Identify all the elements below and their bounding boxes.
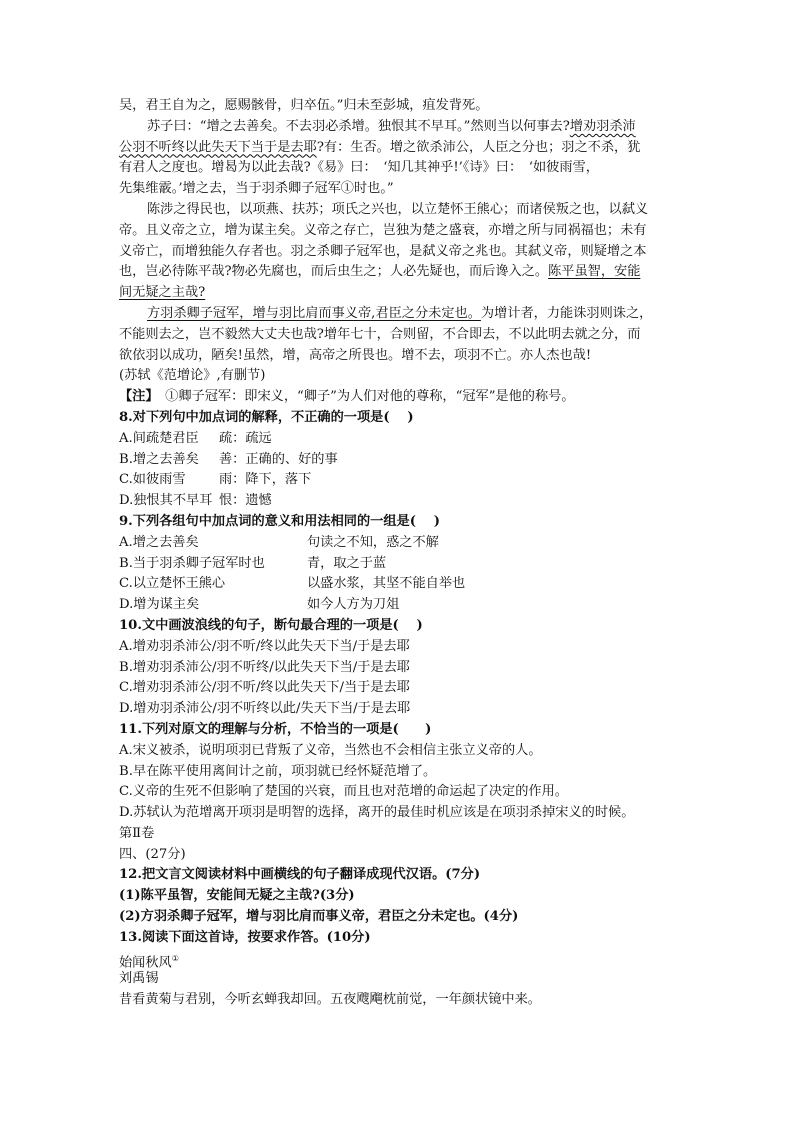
poem-title: [119, 949, 679, 970]
poem-line: 昔看黄菊与君别，今听玄蝉我却回。五夜飕飗枕前觉，一年颜状镜中来。: [119, 992, 541, 1008]
passage-text: 吴，君王自为之，愿赐骸骨，归卒伍。”归未至彭城，疽发背死。: [119, 98, 489, 113]
passage-source: [119, 366, 679, 387]
passage-line: [119, 283, 679, 304]
part-heading: 四、(27分): [119, 846, 186, 862]
q8-option-d: [119, 491, 679, 512]
passage-line: [119, 200, 679, 221]
option-left: B.当于羽杀卿子冠军时也: [119, 555, 265, 571]
passage-line: [119, 262, 679, 283]
passage-text: 苏子曰：“增之去善矣。不去羽必杀增。独恨其不早耳。”然则当以何事去?: [147, 118, 570, 134]
source-text: (苏轼《范增论》,有删节): [119, 368, 266, 384]
passage-text: 先集维霰。’增之去，当于羽杀卿子冠军①时也。”: [119, 181, 394, 197]
note-text: ①卿子冠军：即宋义，“卿子”为人们对他的尊称，“冠军”是他的称号。: [165, 389, 575, 405]
option-gloss: 疏：疏远: [219, 430, 272, 446]
option-gloss: 善：正确的、好的事: [219, 451, 338, 467]
option-gloss: 恨：遗憾: [219, 493, 272, 509]
q10-option-a: A.增劝羽杀沛公/羽不听/终以此失天下当/于是去耶: [119, 638, 410, 654]
q8-option-a: [119, 429, 679, 450]
footnote-mark: ①: [171, 953, 179, 963]
passage-text: ?有：生否。增之欲杀沛公，人臣之分也；羽之不杀，犹: [316, 139, 641, 155]
option-right: 以盛水浆，其坚不能自举也: [307, 576, 466, 592]
passage-line: [119, 117, 679, 138]
passage-line: [119, 346, 679, 367]
passage-line: [119, 242, 679, 263]
document-page: [119, 96, 679, 1011]
question-11-stem: 11.下列对原文的理解与分析，不恰当的一项是( ): [119, 721, 432, 737]
q10-option-b: B.增劝羽杀沛公/羽不听终/以此失天下当/于是去耶: [119, 659, 410, 675]
volume-heading: 第Ⅱ卷: [119, 825, 155, 841]
option-gloss: 雨：降下，落下: [219, 472, 312, 488]
q10-option-d: D.增劝羽杀沛公/羽不听终以此/失天下当/于是去耶: [119, 701, 411, 717]
wavy-underlined-sentence: 增劝羽杀沛: [569, 118, 636, 134]
q12-item-2: (2)方羽杀卿子冠军，增与羽比肩而事义帝，君臣之分未定也。(4分): [119, 909, 519, 925]
q10-option-c: C.增劝羽杀沛公/羽不听/终以此失天下/当于是去耶: [119, 680, 410, 696]
q12-item-1: (1)陈平虽智，安能间无疑之主哉?(3分): [119, 888, 355, 904]
wavy-underlined-sentence: 公羽不听终以此失天下当于是去耶: [119, 139, 317, 155]
passage-line: [119, 158, 679, 179]
option-label: A.间疏楚君臣: [119, 430, 199, 446]
option-right: 如今人方为刀俎: [307, 597, 400, 613]
passage-line: [119, 96, 679, 117]
passage-line: [119, 304, 679, 325]
q8-option-b: [119, 450, 679, 471]
passage-line: [119, 179, 679, 200]
option-label: C.如彼雨雪: [119, 472, 186, 488]
q8-option-c: [119, 470, 679, 491]
option-left: A.增之去善矣: [119, 534, 199, 550]
underlined-sentence: 方羽杀卿子冠军，增与羽比肩而事义帝,君臣之分未定也。: [147, 305, 481, 321]
underlined-sentence: 间无疑之主哉?: [119, 285, 206, 301]
passage-text: 陈涉之得民也，以项燕、扶苏；项氏之兴也，以立楚怀王熊心；而诸侯叛之也，以弑义: [147, 201, 649, 217]
question-12-stem: 12.把文言文阅读材料中画横线的句子翻译成现代汉语。(7分): [119, 867, 481, 883]
q11-option-d: D.苏轼认为范增离开项羽是明智的选择，离开的最佳时机应该是在项羽杀掉宋义的时候。: [119, 805, 635, 821]
passage-line: [119, 138, 679, 159]
q9-option-c: [119, 574, 679, 595]
passage-line: [119, 221, 679, 242]
q9-option-a: [119, 533, 679, 554]
passage-text: 义帝亡，而增独能久存者也。羽之杀卿子冠军也，是弑义帝之兆也。其弑义帝，则疑增之本: [119, 243, 647, 259]
passage-text: 欲依羽以成功，陋矣!虽然，增，高帝之所畏也。增不去，项羽不亡。亦人杰也哉!: [119, 347, 592, 363]
q11-option-a: A.宋义被杀，说明项羽已背叛了义帝，当然也不会相信主张立义帝的人。: [119, 742, 542, 758]
passage-text: 有君人之度也。增曷为以此去哉?《易》曰： ‘知几其神乎!’《诗》曰： ‘如彼雨雪，: [119, 160, 599, 176]
poem-author: 刘禹锡: [119, 971, 159, 987]
passage-text: 也，岂必待陈平哉?物必先腐也，而后虫生之；人必先疑也，而后谗入之。: [119, 264, 549, 280]
question-10-stem: 10.文中画波浪线的句子，断句最合理的一项是( ): [119, 617, 423, 633]
q11-option-c: C.义帝的生死不但影响了楚国的兴衰，而且也对范增的命运起了决定的作用。: [119, 784, 568, 800]
option-label: D.独恨其不早耳: [119, 493, 213, 509]
passage-note: [119, 387, 679, 408]
passage-text: 不能则去之，岂不毅然大丈夫也哉?增年七十，合则留，不合即去，不以此明去就之分，而: [119, 326, 641, 342]
q11-option-b: B.早在陈平使用离间计之前，项羽就已经怀疑范增了。: [119, 763, 437, 779]
passage-text: 为增计者，力能诛羽则诛之，: [480, 305, 653, 321]
option-left: C.以立楚怀王熊心: [119, 576, 226, 592]
underlined-sentence: 陈平虽智，安能: [548, 264, 641, 280]
passage-line: [119, 325, 679, 346]
option-label: B.增之去善矣: [119, 451, 199, 467]
question-13-stem: 13.阅读下面这首诗，按要求作答。(10分): [119, 929, 371, 945]
option-left: D.增为谋主矣: [119, 597, 200, 613]
passage-text: 帝。且义帝之立，增为谋主矣。义帝之存亡，岂独为楚之盛衰，亦增之所与同祸福也；未有: [119, 222, 647, 238]
option-right: 句读之不知，惑之不解: [307, 534, 439, 550]
question-9-stem: 9.下列各组句中加点词的意义和用法相同的一组是( ): [119, 513, 440, 529]
q9-option-b: [119, 554, 679, 575]
note-label: 【注】: [119, 389, 152, 405]
poem-title-text: 始闻秋风: [119, 955, 172, 971]
q9-option-d: [119, 595, 679, 616]
question-8-stem: 8.对下列句中加点词的解释，不正确的一项是( ): [119, 409, 414, 425]
option-right: 青，取之于蓝: [307, 555, 387, 571]
